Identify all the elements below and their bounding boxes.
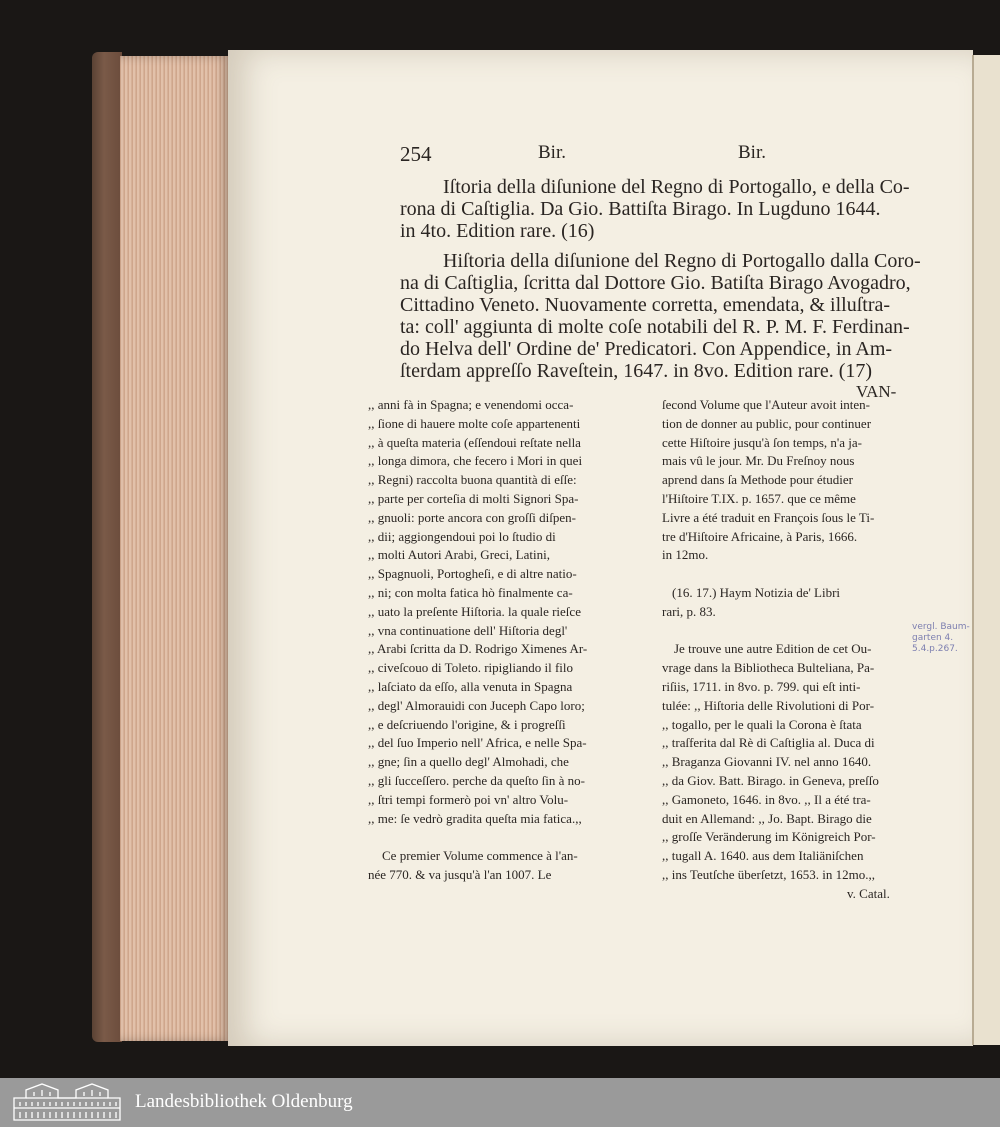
column-line: née 770. & va jusqu'à l'an 1007. Le [368, 866, 552, 882]
book-page [228, 50, 973, 1046]
column-line: ,, molti Autori Arabi, Greci, Latini, [368, 547, 550, 563]
column-line: ,, à queſta materia (eſſendoui reſtate nella [368, 434, 581, 450]
column-line [662, 622, 890, 641]
entry-line: Cittadino Veneto. Nuovamente corretta, emendata, & illuſtra- [400, 294, 891, 316]
column-line: in 12mo. [662, 547, 709, 563]
column-line [368, 828, 587, 847]
column-line: ,, parte per corteſia di molti Signori Spa- [368, 490, 579, 506]
next-page-edge [972, 55, 1000, 1045]
entry-line: rona di Caſtiglia. Da Gio. Battiſta Birago. In Lugduno 1644. [400, 198, 881, 220]
library-name: Landesbibliothek Oldenburg [135, 1091, 353, 1112]
column-line: ,, Gamoneto, 1646. in 8vo. ,, Il a été tra- [662, 791, 871, 807]
column-line: vrage dans la Bibliotheca Bulteliana, Pa- [662, 660, 875, 676]
note-line: vergl. Baum- [912, 622, 970, 632]
column-line: ,, e deſcriuendo l'origine, & i progreſſi [368, 716, 566, 732]
column-line: ,, ſtri tempi formerò poi vn' altro Volu- [368, 791, 569, 807]
book-cover-edge [92, 52, 122, 1042]
column-line: ,, togallo, per le quali la Corona è ſtata [662, 716, 862, 732]
column-line: ,, degl' Almorauidi con Juceph Capo loro; [368, 697, 585, 713]
column-line: ,, ins Teutſche überſetzt, 1653. in 12mo.,, [662, 866, 875, 882]
note-line: garten 4. [912, 633, 954, 643]
catchword: VAN- [856, 382, 897, 401]
column-line: ,, Arabi ſcritta da D. Rodrigo Ximenes Ar- [368, 641, 588, 657]
column-line: ,, da Giov. Batt. Birago. in Geneva, preſſo [662, 772, 879, 788]
handwritten-margin-note [912, 622, 970, 655]
column-line: aprend dans ſa Methode pour étudier [662, 472, 853, 488]
column-line: ,, traſferita dal Rè di Caſtiglia al. Duca di [662, 735, 875, 751]
column-line: ,, gne; ſin a quello degl' Almohadi, che [368, 754, 569, 770]
left-running-head: Bir. [538, 142, 566, 163]
column-line [662, 565, 890, 584]
column-line: ,, gli ſucceſſero. perche da queſto ſin à no- [368, 772, 585, 788]
column-line: ,, ni; con molta fatica hò finalmente ca- [368, 584, 573, 600]
column-line: mais vû le jour. Mr. Du Freſnoy nous [662, 453, 855, 469]
entry-line: ſterdam appreſſo Raveſtein, 1647. in 8vo. Edition rare. (17) [400, 360, 873, 382]
column-line: v. Catal. [847, 885, 890, 901]
column-line: ,, tugall A. 1640. aus dem Italiäniſchen [662, 848, 864, 864]
page-number: 254 [400, 142, 432, 166]
column-line: cette Hiſtoire jusqu'à ſon temps, n'a ja- [662, 434, 862, 450]
column-line: tre d'Hiſtoire Africaine, à Paris, 1666. [662, 528, 858, 544]
column-line: tion de donner au public, pour continuer [662, 415, 872, 431]
note-line: 5.4.p.267. [912, 644, 958, 654]
column-line: ,, Regni) raccolta buona quantità di eſſe: [368, 472, 577, 488]
column-line: (16. 17.) Haym Notizia de' Libri [672, 584, 841, 600]
column-line: ſecond Volume que l'Auteur avoit inten- [662, 397, 871, 412]
column-line: ,, ſione di hauere molte coſe appartenenti [368, 415, 581, 431]
library-building-icon [12, 1082, 122, 1122]
column-line: ,, anni fà in Spagna; e venendomi occa- [368, 397, 574, 412]
column-line: ,, groſſe Veränderung im Königreich Por- [662, 829, 876, 845]
entry-line: Hiſtoria della diſunione del Regno di Portogallo dalla Coro- [443, 250, 921, 272]
column-line: Livre a été traduit en François ſous le Ti- [662, 509, 875, 525]
page-edges [120, 56, 230, 1041]
column-line: ,, Spagnuoli, Portogheſi, e di altre natio- [368, 566, 577, 582]
column-line: ,, longa dimora, che fecero i Mori in quei [368, 453, 583, 469]
entry-line: ta: coll' aggiunta di molte coſe notabili del R. P. M. F. Ferdinan- [400, 316, 910, 338]
column-line: ,, uato la preſente Hiſtoria. la quale rieſce [368, 603, 581, 619]
right-column [662, 396, 890, 904]
column-line: ,, dii; aggiongendoui poi lo ſtudio di [368, 528, 556, 544]
column-line: Ce premier Volume commence à l'an- [382, 848, 578, 864]
column-line: rari, p. 83. [662, 603, 716, 619]
column-line: Je trouve une autre Edition de cet Ou- [674, 641, 872, 657]
column-line: ,, civeſcouo di Toleto. ripigliando il filo [368, 660, 574, 676]
column-line: ,, laſciato da eſſo, alla venuta in Spagna [368, 678, 573, 694]
column-line: ,, vna continuatione dell' Hiſtoria degl' [368, 622, 568, 638]
column-line: riſiis, 1711. in 8vo. p. 799. qui eſt inti- [662, 678, 861, 694]
entry-line: in 4to. Edition rare. (16) [400, 220, 595, 242]
left-column [368, 396, 587, 885]
column-line: l'Hiſtoire T.IX. p. 1657. que ce même [662, 490, 856, 506]
entry-line: na di Caſtiglia, ſcritta dal Dottore Gio. Batiſta Birago Avogadro, [400, 272, 911, 294]
column-line: ,, gnuoli: porte ancora con groſſi diſpen- [368, 509, 576, 525]
entry-line: do Helva dell' Ordine de' Predicatori. Con Appendice, in Am- [400, 338, 893, 360]
right-running-head: Bir. [738, 142, 766, 163]
column-line: duit en Allemand: ,, Jo. Bapt. Birago die [662, 810, 872, 826]
entry-line: Iſtoria della diſunione del Regno di Portogallo, e della Co- [443, 176, 910, 198]
column-line: ,, Braganza Giovanni IV. nel anno 1640. [662, 754, 872, 770]
library-footer [0, 1078, 1000, 1127]
column-line: ,, del ſuo Imperio nell' Africa, e nelle Spa- [368, 735, 587, 751]
column-line: ,, me: ſe vedrò gradita queſta mia fatica.,, [368, 810, 582, 826]
column-line: tulée: ,, Hiſtoria delle Rivolutioni di Por- [662, 697, 875, 713]
